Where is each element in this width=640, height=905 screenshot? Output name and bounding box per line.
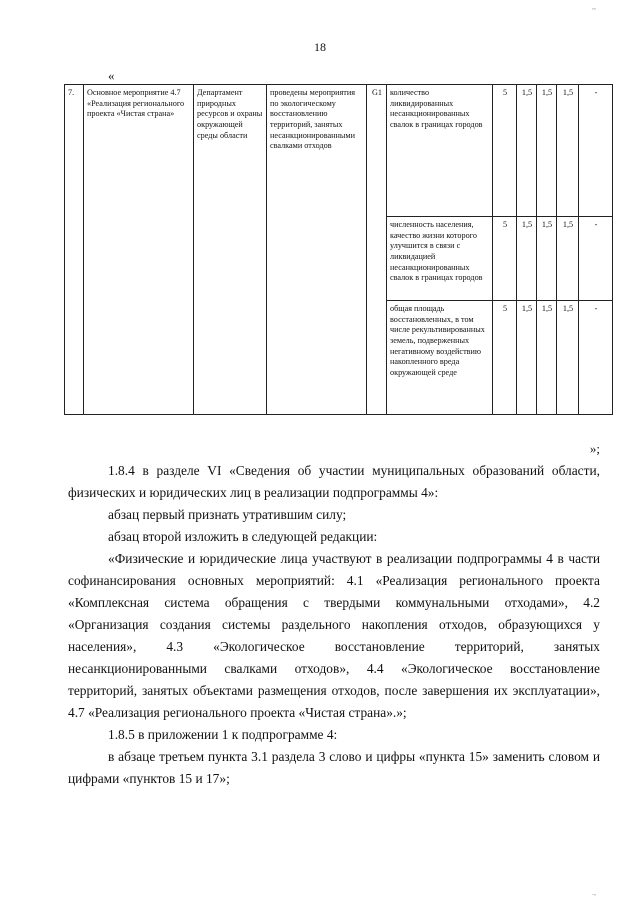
row-number-cell: 7. xyxy=(65,85,84,415)
measure-cell: Основное мероприятие 4.7 «Реализация регионального проекта «Чистая страна» xyxy=(84,85,194,415)
value-cell: 1,5 xyxy=(557,301,579,415)
code-cell: G1 xyxy=(367,85,387,415)
indicator-cell: количество ликвидированных несанкционированных свалок в границах городов xyxy=(387,85,493,217)
action-cell: проведены мероприятия по экологическому восстановлению территорий, занятых несанкционированными свалками отходов xyxy=(267,85,367,415)
value-cell: 5 xyxy=(493,85,517,217)
page-number: 18 xyxy=(314,40,326,54)
value-cell: 1,5 xyxy=(557,85,579,217)
measures-table xyxy=(64,84,613,415)
indicator-cell: общая площадь восстановленных, в том числе рекультивированных земель, подверженных негативному воздействию накопленного вреда окружающей среде xyxy=(387,301,493,415)
paragraph: «Физические и юридические лица участвуют в реализации подпрограммы 4 в части софинансирования основных мероприятий: 4.1 «Реализация регионального проекта «Комплексная система обращения с твердыми коммунальными отходами», 4.2 «Организация создания системы раздельного накопления отходов, образующихся у населения», 4.3 «Экологическое восстановление территорий, занятых несанкционированными свалками отходов», 4.4 «Экологическое восстановление территорий, занятых объектами размещения отходов, после завершения их эксплуатации», 4.7 «Реализация регионального проекта «Чистая страна».»; xyxy=(68,551,600,720)
value-cell: 5 xyxy=(493,301,517,415)
paragraph: в абзаце третьем пункта 3.1 раздела 3 слово и цифры «пункта 15» заменить словом и цифрами «пунктов 15 и 17»; xyxy=(68,749,600,786)
paragraph: 1.8.5 в приложении 1 к подпрограмме 4: xyxy=(108,727,338,742)
corner-mark: ., xyxy=(592,888,596,897)
value-cell: 1,5 xyxy=(537,217,557,301)
value-cell: - xyxy=(579,85,613,217)
paragraph: абзац первый признать утратившим силу; xyxy=(108,507,347,522)
open-quote: « xyxy=(108,68,115,83)
value-cell: 1,5 xyxy=(537,301,557,415)
body-text xyxy=(68,460,600,790)
corner-mark: ,, xyxy=(592,2,596,11)
value-cell: - xyxy=(579,301,613,415)
value-cell: 1,5 xyxy=(537,85,557,217)
value-cell: - xyxy=(579,217,613,301)
value-cell: 1,5 xyxy=(517,301,537,415)
value-cell: 1,5 xyxy=(517,85,537,217)
value-cell: 1,5 xyxy=(517,217,537,301)
paragraph: 1.8.4 в разделе VI «Сведения об участии муниципальных образований области, физических и юридических лиц в реализации подпрограммы 4»: xyxy=(68,463,600,500)
value-cell: 5 xyxy=(493,217,517,301)
close-quote: »; xyxy=(589,441,600,456)
table-row xyxy=(65,85,613,217)
executor-cell: Департамент природных ресурсов и охраны окружающей среды области xyxy=(194,85,267,415)
indicator-cell: численность населения, качество жизни которого улучшится в связи с ликвидацией несанкционированных свалок в границах городов xyxy=(387,217,493,301)
value-cell: 1,5 xyxy=(557,217,579,301)
paragraph: абзац второй изложить в следующей редакции: xyxy=(108,529,378,544)
